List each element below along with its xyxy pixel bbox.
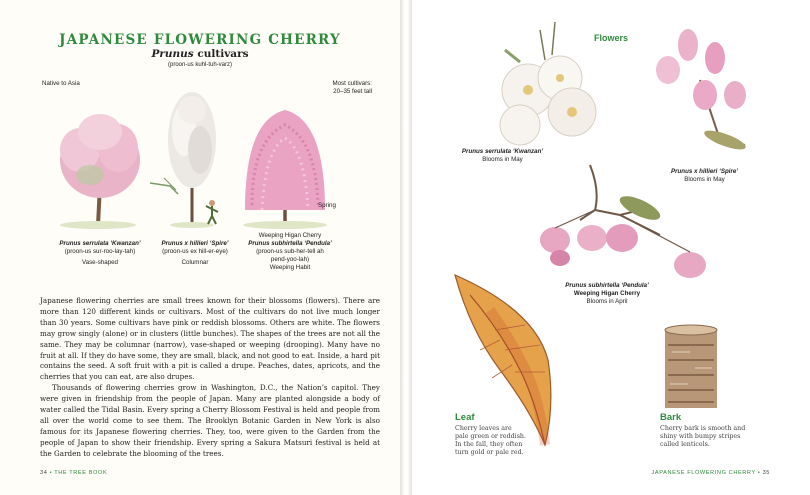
tree-shape-kwanzan: Vase-shaped — [81, 259, 118, 266]
bark-text-line1: Cherry bark is smooth and — [660, 425, 746, 432]
flower-name-spire: Prunus x hillieri ‘Spire’ — [670, 168, 739, 175]
paragraph-1: Japanese flowering cherries are small trees known for their blossoms (flowers). There are more than 120 different kinds or cultivars. Most of the cultivars do not live much longer than 30 years. Some cultivars have pink or reddish blossoms. Others are white. The flowers may grow singly (alone) or in clusters (little bunches). The shapes of the trees are not all the same. They may be columnar (narrow), vase-shaped or weeping (drooping). Many have no fruit at all. If they do have some, they are small, black, and not good to eat. Inside, a hard pit contains the seed. A soft fruit with a pit is called a drupe. Peaches, dates, apricots, and the cherries that you can eat, are also drupes. — [40, 296, 380, 382]
flower-bloom-kwanzan: Blooms in May — [482, 156, 523, 163]
leaf-text-line4: turn gold or pale red. — [455, 449, 524, 456]
kwanzan-flower-illustration — [500, 22, 596, 145]
leaf-text-line1: Cherry leaves are — [455, 425, 512, 432]
flower-caption-kwanzan — [455, 148, 550, 164]
flower-caption-pendula — [552, 282, 662, 306]
tree-common-pendula: Weeping Higan Cherry — [258, 232, 322, 239]
flowers-heading: Flowers — [594, 33, 629, 43]
flower-bloom-pendula: Blooms in April — [586, 298, 628, 305]
season-label: Spring — [318, 202, 336, 209]
leaf-description — [455, 425, 545, 457]
tree-name-kwanzan: Prunus serrulata ‘Kwanzan’ — [59, 240, 141, 247]
flower-bloom-spire: Blooms in May — [684, 176, 725, 183]
leaf-text-line2: pale green or reddish. — [455, 433, 526, 440]
tree-shape-spire: Columnar — [181, 259, 209, 266]
leaf-text-line3: In the fall, they often — [455, 441, 523, 448]
left-folio-text: • THE TREE BOOK — [49, 470, 108, 476]
pronunciation: (proon-us kuhl-tuh-varz) — [167, 62, 233, 68]
paragraph-2: Thousands of flowering cherries grow in Washington, D.C., the Nation’s capitol. They were given in friendship from the people of Japan. Many are planted alongside a body of water called the Tidal Basin. Every spring a Cherry Blossom Festival is held and people from all over the world come to see them. The Brooklyn Botanic Garden in New York is also famous for its Japanese flowering cherries. They, too, were given to the Garden from the people of Japan to show their friendship. Every spring a Sakura Matsuri festival is held at the Garden to celebrate the blooming of the trees. — [40, 383, 380, 458]
tree-pron-pendula: (proon-us sub-her-tell ah — [256, 248, 324, 255]
tree-name-spire: Prunus x hillieri ‘Spire’ — [161, 240, 229, 247]
flower-name-pendula: Prunus subhirtella ‘Pendula’ — [565, 282, 649, 289]
bark-text-line3: called lenticels. — [660, 441, 710, 448]
right-folio-text: JAPANESE FLOWERING CHERRY • — [651, 470, 761, 476]
tree-pron-kwanzan: (proon-us sur-roo-lay-tah) — [64, 248, 136, 255]
height-label-line1: Most cultivars: — [332, 80, 372, 87]
flower-caption-spire — [662, 168, 747, 184]
left-page-number: 34 — [40, 470, 48, 476]
flower-common-pendula: Weeping Higan Cherry — [573, 290, 641, 297]
native-label: Native to Asia — [42, 80, 80, 87]
right-folio — [650, 470, 770, 476]
cultivars-word: cultivars — [197, 48, 249, 60]
tree-shape-pendula: Weeping Habit — [269, 264, 311, 271]
bark-text-line2: shiny with bumpy stripes — [660, 433, 741, 440]
leaf-heading: Leaf — [455, 412, 475, 423]
flower-name-kwanzan: Prunus serrulata ‘Kwanzan’ — [461, 148, 544, 155]
tree-pron2-pendula: pend-yoo-lah) — [270, 256, 310, 263]
bark-illustration — [665, 325, 717, 408]
right-page-number: 35 — [762, 470, 770, 476]
page-title: JAPANESE FLOWERING CHERRY — [59, 32, 341, 48]
bark-heading: Bark — [660, 412, 682, 423]
height-label-line2: 20–35 feet tall — [333, 88, 372, 95]
genus-name: Prunus — [151, 48, 194, 60]
spire-flower-illustration — [656, 29, 748, 153]
bark-description — [660, 425, 770, 449]
tree-name-pendula: Prunus subhirtella ‘Pendula’ — [248, 240, 332, 247]
tree-pron-spire: (proon-us ex hill-er-eye) — [162, 248, 228, 255]
